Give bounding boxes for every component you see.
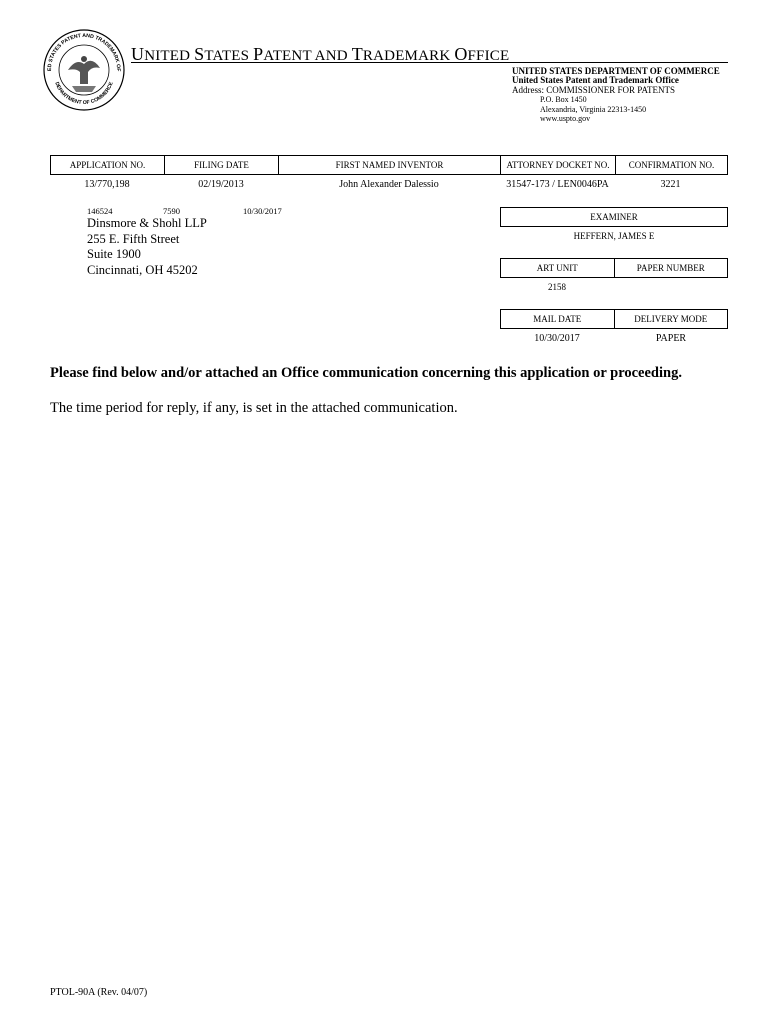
application-no-value: 13/770,198	[84, 179, 130, 190]
svg-text:DEPARTMENT OF COMMERCE	[53, 81, 115, 106]
header-filing-date: FILING DATE	[165, 156, 279, 174]
customer-number: 146524	[87, 206, 113, 216]
delivery-mode-value: PAPER	[655, 333, 687, 344]
mail-date-header	[500, 309, 728, 329]
filing-date-value: 02/19/2013	[198, 179, 244, 190]
firm-name: Dinsmore & Shohl LLP	[87, 216, 207, 230]
website: www.uspto.gov	[540, 114, 591, 124]
mail-date-value: 10/30/2017	[534, 333, 580, 344]
mail-date-label: MAIL DATE	[533, 314, 582, 324]
paper-number-label: PAPER NUMBER	[614, 259, 728, 277]
art-unit-value: 2158	[548, 282, 566, 292]
office-title: UNITED STATES PATENT AND TRADEMARK OFFICE	[131, 44, 510, 64]
header-first-named-inventor: FIRST NAMED INVENTOR	[279, 156, 501, 174]
seal-bottom-text: DEPARTMENT OF COMMERCE	[53, 81, 115, 107]
department-name: UNITED STATES DEPARTMENT OF COMMERCE	[512, 66, 720, 76]
address-label: Address: COMMISSIONER FOR PATENTS	[512, 84, 675, 95]
art-unit-label: ART UNIT	[536, 263, 578, 273]
correspondence-code: 7590	[163, 206, 180, 216]
seal-top-text: ED STATES PATENT AND TRADEMARK OF	[46, 32, 122, 72]
city-address: Alexandria, Virginia 22313-1450	[540, 104, 647, 114]
department-address-block	[512, 67, 720, 123]
header-application-no: APPLICATION NO.	[51, 156, 165, 174]
inventor-value: John Alexander Dalessio	[339, 179, 439, 190]
city-state-zip: Cincinnati, OH 45202	[87, 262, 198, 277]
examiner-label: EXAMINER	[590, 212, 638, 222]
uspto-seal-logo	[42, 28, 126, 112]
title-divider	[131, 62, 728, 63]
correspondence-address	[87, 216, 207, 278]
confirmation-no-value: 3221	[660, 179, 681, 190]
examiner-label-box	[500, 207, 728, 227]
art-unit-header	[500, 258, 728, 278]
header-attorney-docket-no: ATTORNEY DOCKET NO.	[501, 156, 616, 174]
po-box: P.O. Box 1450	[540, 95, 587, 105]
correspondence-date: 10/30/2017	[243, 206, 282, 216]
street-address: 255 E. Fifth Street	[87, 231, 180, 246]
header-confirmation-no: CONFIRMATION NO.	[628, 160, 715, 170]
notice-heading: Please find below and/or attached an Office communication concerning this application or proceeding.	[50, 365, 682, 381]
suite: Suite 1900	[87, 247, 141, 261]
application-header-row	[50, 155, 728, 175]
agency-name: United States Patent and Trademark Office	[512, 75, 679, 86]
examiner-name: HEFFERN, JAMES E	[573, 231, 655, 241]
form-identifier: PTOL-90A (Rev. 04/07)	[50, 987, 148, 998]
docket-no-value: 31547-173 / LEN0046PA	[506, 179, 609, 190]
delivery-mode-label: DELIVERY MODE	[614, 310, 728, 328]
notice-body: The time period for reply, if any, is set in the attached communication.	[50, 400, 458, 416]
